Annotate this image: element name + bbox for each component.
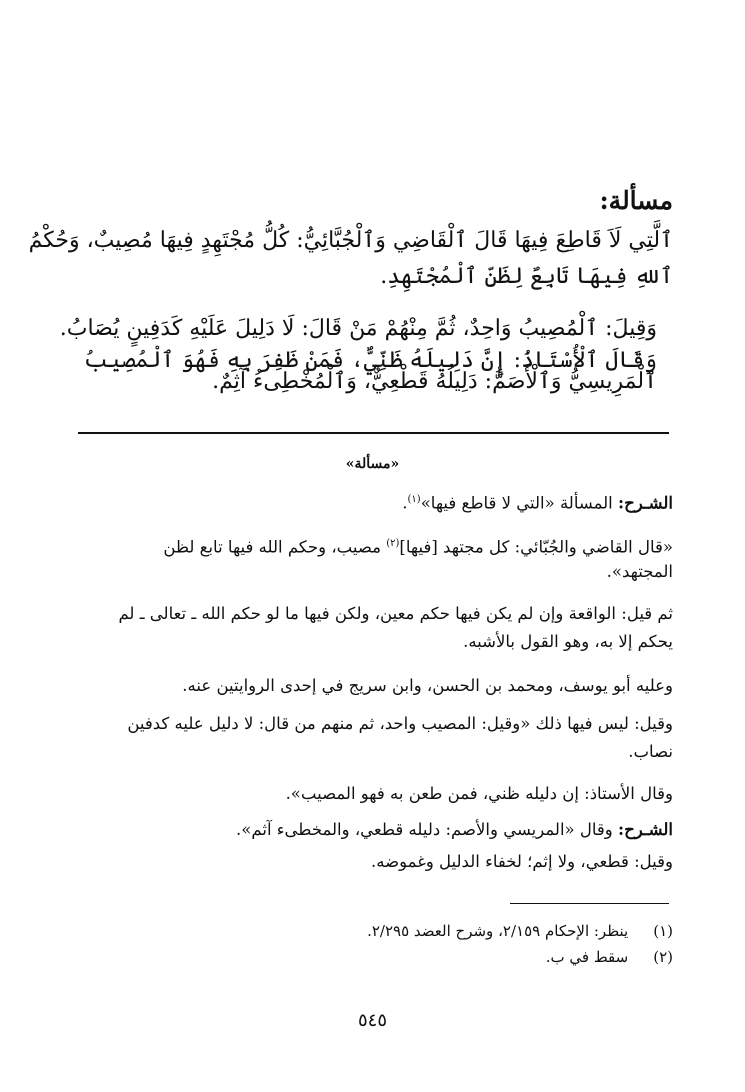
matn-line-4: وَقَالَ ٱلْأُسْتَاذُ: إِنَّ دَلِيلَهُ ظَنِّيٌّ، فَمَنْ ظَفِرَ بِهِ فَهُوَ ٱلْمُصِيبُ (83, 348, 657, 373)
page-number: ٥٤٥ (357, 1010, 387, 1031)
commentary-text: وقال «المريسي والأصم: دليله قطعي، والمخطىء آثم». (236, 820, 618, 839)
commentary-paragraph-1 (402, 488, 673, 516)
footnote-text: ينظر: الإحكام ٢/١٥٩، وشرح العضد ٢/٢٩٥. (367, 922, 629, 940)
matn-line-1: ٱلَّتِي لَاَ قَاطِعَ فِيهَا قَالَ ٱلْقَاضِي وَٱلْجُبَّائِيُّ: كُلُّ مُجْتَهِدٍ فِيهَا مُصِيبٌ، وَحُكْمُ (28, 228, 673, 253)
commentary-paragraph-8: وقيل: قطعي، ولا إثم؛ لخفاء الدليل وغموضه. (371, 852, 673, 871)
section-divider (78, 432, 669, 434)
footnote-2 (546, 946, 673, 968)
matn-line-3: وَقِيلَ: ٱلْمُصِيبُ وَاحِدٌ، ثُمَّ مِنْهُمْ مَنْ قَالَ: لَا دَلِيلَ عَلَيْهِ كَدَفِينٍ يُصَابُ. (59, 316, 657, 341)
commentary-text: المسألة «التي لا قاطع فيها» (420, 493, 618, 513)
commentary-paragraph-5: وقيل: ليس فيها ذلك «وقيل: المصيب واحد، ثم منهم من قال: لا دليل عليه كدفين (127, 714, 673, 733)
commentary-paragraph-2 (163, 532, 673, 560)
section-heading: مسألة: (599, 186, 673, 215)
commentary-paragraph-6: وقال الأستاذ: إن دليله ظني، فمن طعن به فهو المصيب». (285, 784, 673, 803)
footnote-number: (٢) (653, 948, 673, 966)
commentary-paragraph-3-line-2: يحكم إلا به، وهو القول بالأشبه. (463, 632, 673, 651)
commentary-text: «قال القاضي والجُبّائي: كل مجتهد [فيها] (399, 537, 673, 557)
commentary-paragraph-7 (236, 818, 673, 842)
commentary-paragraph-4: وعليه أبو يوسف، ومحمد بن الحسن، وابن سريج في إحدى الروايتين عنه. (182, 676, 673, 695)
commentary-heading: «مسألة» (345, 456, 400, 472)
matn-line-2: ٱللهِ فِيهَا تَابِعٌ لِظَنِّ ٱلْمُجْتَهِدِ. (380, 264, 673, 289)
matn-line-5: ٱلْمَرِيسِيُّ وَٱلْأَصَمُّ: دَلِيلُهُ قَطْعِيٌّ، وَٱلْمُخْطِىءُ آثِمٌ. (212, 369, 657, 394)
commentary-paragraph-3: ثم قيل: الواقعة وإن لم يكن فيها حكم معين، ولكن فيها ما لو حكم الله ـ تعالى ـ لم (118, 604, 673, 623)
commentary-text: مصيب، وحكم الله فيها تابع لظن (163, 537, 387, 557)
commentary-label: الشـرح: (617, 493, 673, 513)
footnote-ref: (٢) (386, 538, 400, 549)
commentary-label: الشـرح: (617, 820, 673, 839)
commentary-text-end: . (402, 493, 408, 513)
commentary-paragraph-5-line-2: نصاب. (628, 742, 673, 761)
footnote-text: سقط في ب. (545, 948, 629, 966)
footnote-1 (367, 920, 673, 942)
footnote-ref: (١) (407, 494, 421, 505)
footnote-number: (١) (653, 922, 673, 940)
footnote-divider (510, 903, 669, 904)
commentary-paragraph-2-line-2: المجتهد». (606, 562, 673, 581)
